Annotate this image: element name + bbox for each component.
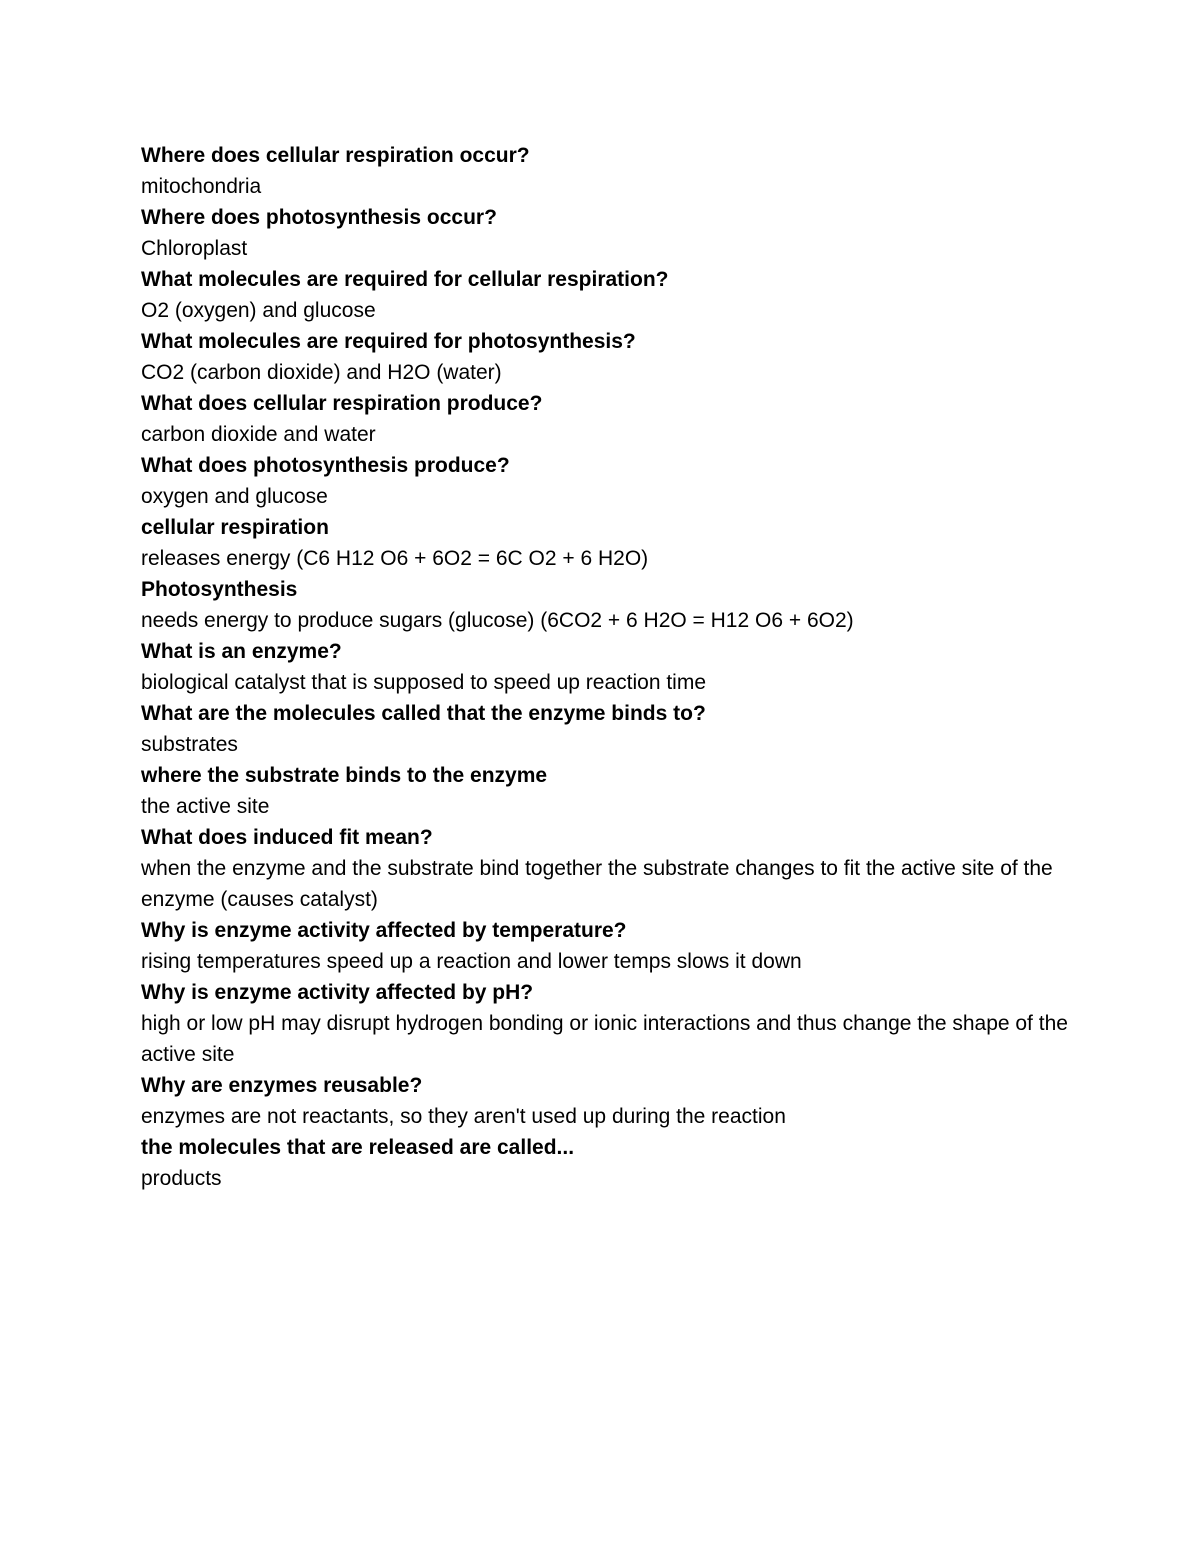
question: the molecules that are released are called...: [141, 1136, 575, 1159]
qa-item: [141, 636, 1071, 698]
question: Photosynthesis: [141, 578, 298, 601]
qa-item: [141, 450, 1071, 512]
answer: when the enzyme and the substrate bind together the substrate changes to fit the active site of the enzyme (causes catalyst): [141, 857, 1053, 911]
question: What are the molecules called that the enzyme binds to?: [141, 702, 706, 725]
answer: carbon dioxide and water: [141, 423, 376, 446]
question: where the substrate binds to the enzyme: [141, 764, 548, 787]
question: What molecules are required for photosynthesis?: [141, 330, 636, 353]
answer: needs energy to produce sugars (glucose) (6CO2 + 6 H2O = H12 O6 + 6O2): [141, 609, 854, 632]
answer: the active site: [141, 795, 270, 818]
qa-item: [141, 388, 1071, 450]
answer: oxygen and glucose: [141, 485, 328, 508]
question: Where does photosynthesis occur?: [141, 206, 497, 229]
qa-item: [141, 326, 1071, 388]
question: What does photosynthesis produce?: [141, 454, 510, 477]
question: cellular respiration: [141, 516, 329, 539]
answer: O2 (oxygen) and glucose: [141, 299, 376, 322]
answer: mitochondria: [141, 175, 262, 198]
question: Where does cellular respiration occur?: [141, 144, 530, 167]
question: Why are enzymes reusable?: [141, 1074, 423, 1097]
qa-item: [141, 698, 1071, 760]
qa-item: [141, 1070, 1071, 1132]
answer: rising temperatures speed up a reaction and lower temps slows it down: [141, 950, 802, 973]
question: What molecules are required for cellular respiration?: [141, 268, 669, 291]
question: What does cellular respiration produce?: [141, 392, 543, 415]
question: What does induced fit mean?: [141, 826, 433, 849]
answer: products: [141, 1167, 222, 1190]
answer: enzymes are not reactants, so they aren't used up during the reaction: [141, 1105, 786, 1128]
document-page: [141, 140, 1071, 1194]
answer: releases energy (C6 H12 O6 + 6O2 = 6C O2 + 6 H2O): [141, 547, 649, 570]
qa-item: [141, 977, 1071, 1070]
qa-item: [141, 512, 1071, 574]
qa-item: [141, 915, 1071, 977]
question: Why is enzyme activity affected by pH?: [141, 981, 534, 1004]
answer: high or low pH may disrupt hydrogen bonding or ionic interactions and thus change the shape of the active site: [141, 1012, 1068, 1066]
qa-item: [141, 760, 1071, 822]
qa-item: [141, 264, 1071, 326]
answer: substrates: [141, 733, 238, 756]
question: What is an enzyme?: [141, 640, 342, 663]
answer: Chloroplast: [141, 237, 248, 260]
qa-item: [141, 574, 1071, 636]
question: Why is enzyme activity affected by temperature?: [141, 919, 627, 942]
answer: CO2 (carbon dioxide) and H2O (water): [141, 361, 502, 384]
qa-item: [141, 140, 1071, 202]
answer: biological catalyst that is supposed to speed up reaction time: [141, 671, 707, 694]
qa-item: [141, 202, 1071, 264]
qa-item: [141, 822, 1071, 915]
qa-item: [141, 1132, 1071, 1194]
